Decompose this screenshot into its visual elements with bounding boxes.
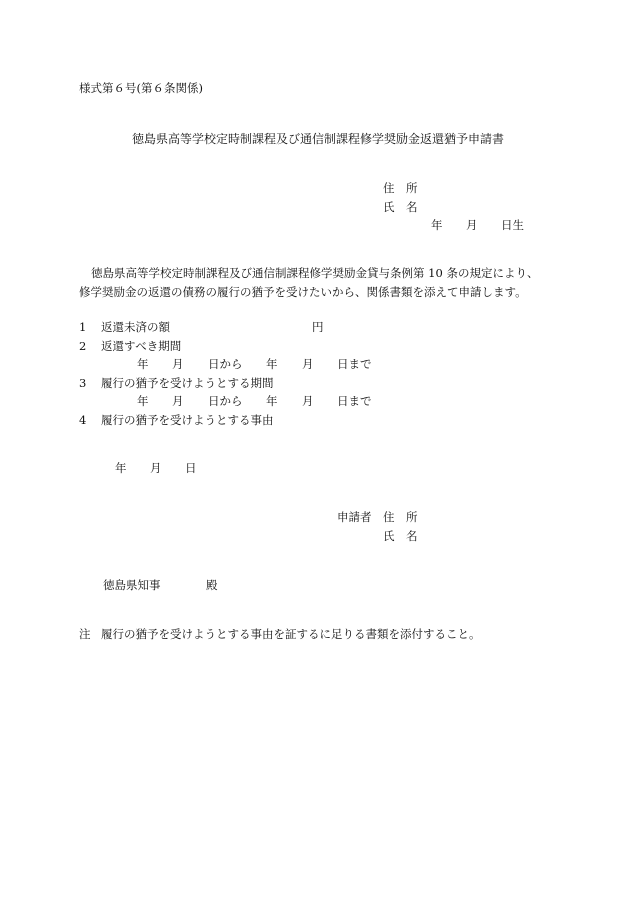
document-title: 徳島県高等学校定時制課程及び通信制課程修学奨励金返還猶予申請書 — [132, 132, 505, 146]
item-3-to-month: 月 — [302, 394, 314, 408]
body-line-2: 修学奨励金の返還の債務の履行の猶予を受けたいから、関係書類を添えて申請します。 — [79, 285, 527, 299]
item-3-to-year: 年 — [266, 394, 278, 408]
item-3-from-month: 月 — [172, 394, 184, 408]
applicant-role-label: 申請者 — [337, 510, 372, 524]
birth-month-label: 月 — [466, 218, 478, 232]
birth-year-label: 年 — [431, 218, 443, 232]
item-4-number: 4 — [79, 413, 87, 427]
item-2-to-month: 月 — [302, 357, 314, 371]
item-2-label: 返還すべき期間 — [101, 339, 182, 353]
item-3-label: 履行の猶予を受けようとする期間 — [101, 376, 274, 390]
item-4-label: 履行の猶予を受けようとする事由 — [101, 413, 274, 427]
item-2-from-day: 日から — [208, 357, 243, 371]
item-3-from-day: 日から — [208, 394, 243, 408]
applicant-address-label: 住 所 — [383, 510, 418, 524]
top-address-label: 住 所 — [383, 181, 418, 195]
item-3-to-day: 日まで — [337, 394, 372, 408]
applicant-name-label: 氏 名 — [383, 529, 418, 543]
date-day-label: 日 — [185, 461, 197, 475]
body-line-1: 徳島県高等学校定時制課程及び通信制課程修学奨励金貸与条例第 10 条の規定により、 — [91, 266, 539, 280]
item-2-to-year: 年 — [266, 357, 278, 371]
recipient-honorific: 殿 — [206, 578, 218, 592]
item-2-number: 2 — [79, 339, 87, 353]
item-1-label: 返還未済の額 — [101, 320, 170, 334]
item-2-to-day: 日まで — [337, 357, 372, 371]
item-3-from-year: 年 — [137, 394, 149, 408]
top-name-label: 氏 名 — [383, 200, 418, 214]
note-label: 注 — [79, 627, 91, 641]
item-2-from-year: 年 — [137, 357, 149, 371]
item-1-unit: 円 — [312, 320, 324, 334]
item-3-number: 3 — [79, 376, 87, 390]
recipient-name: 徳島県知事 — [103, 578, 161, 592]
date-month-label: 月 — [150, 461, 162, 475]
item-2-from-month: 月 — [172, 357, 184, 371]
birth-day-label: 日生 — [501, 218, 524, 232]
note-text: 履行の猶予を受けようとする事由を証するに足りる書類を添付すること。 — [101, 627, 481, 641]
item-1-number: 1 — [79, 320, 87, 334]
form-number: 様式第６号(第６条関係) — [79, 81, 203, 95]
date-year-label: 年 — [115, 461, 127, 475]
